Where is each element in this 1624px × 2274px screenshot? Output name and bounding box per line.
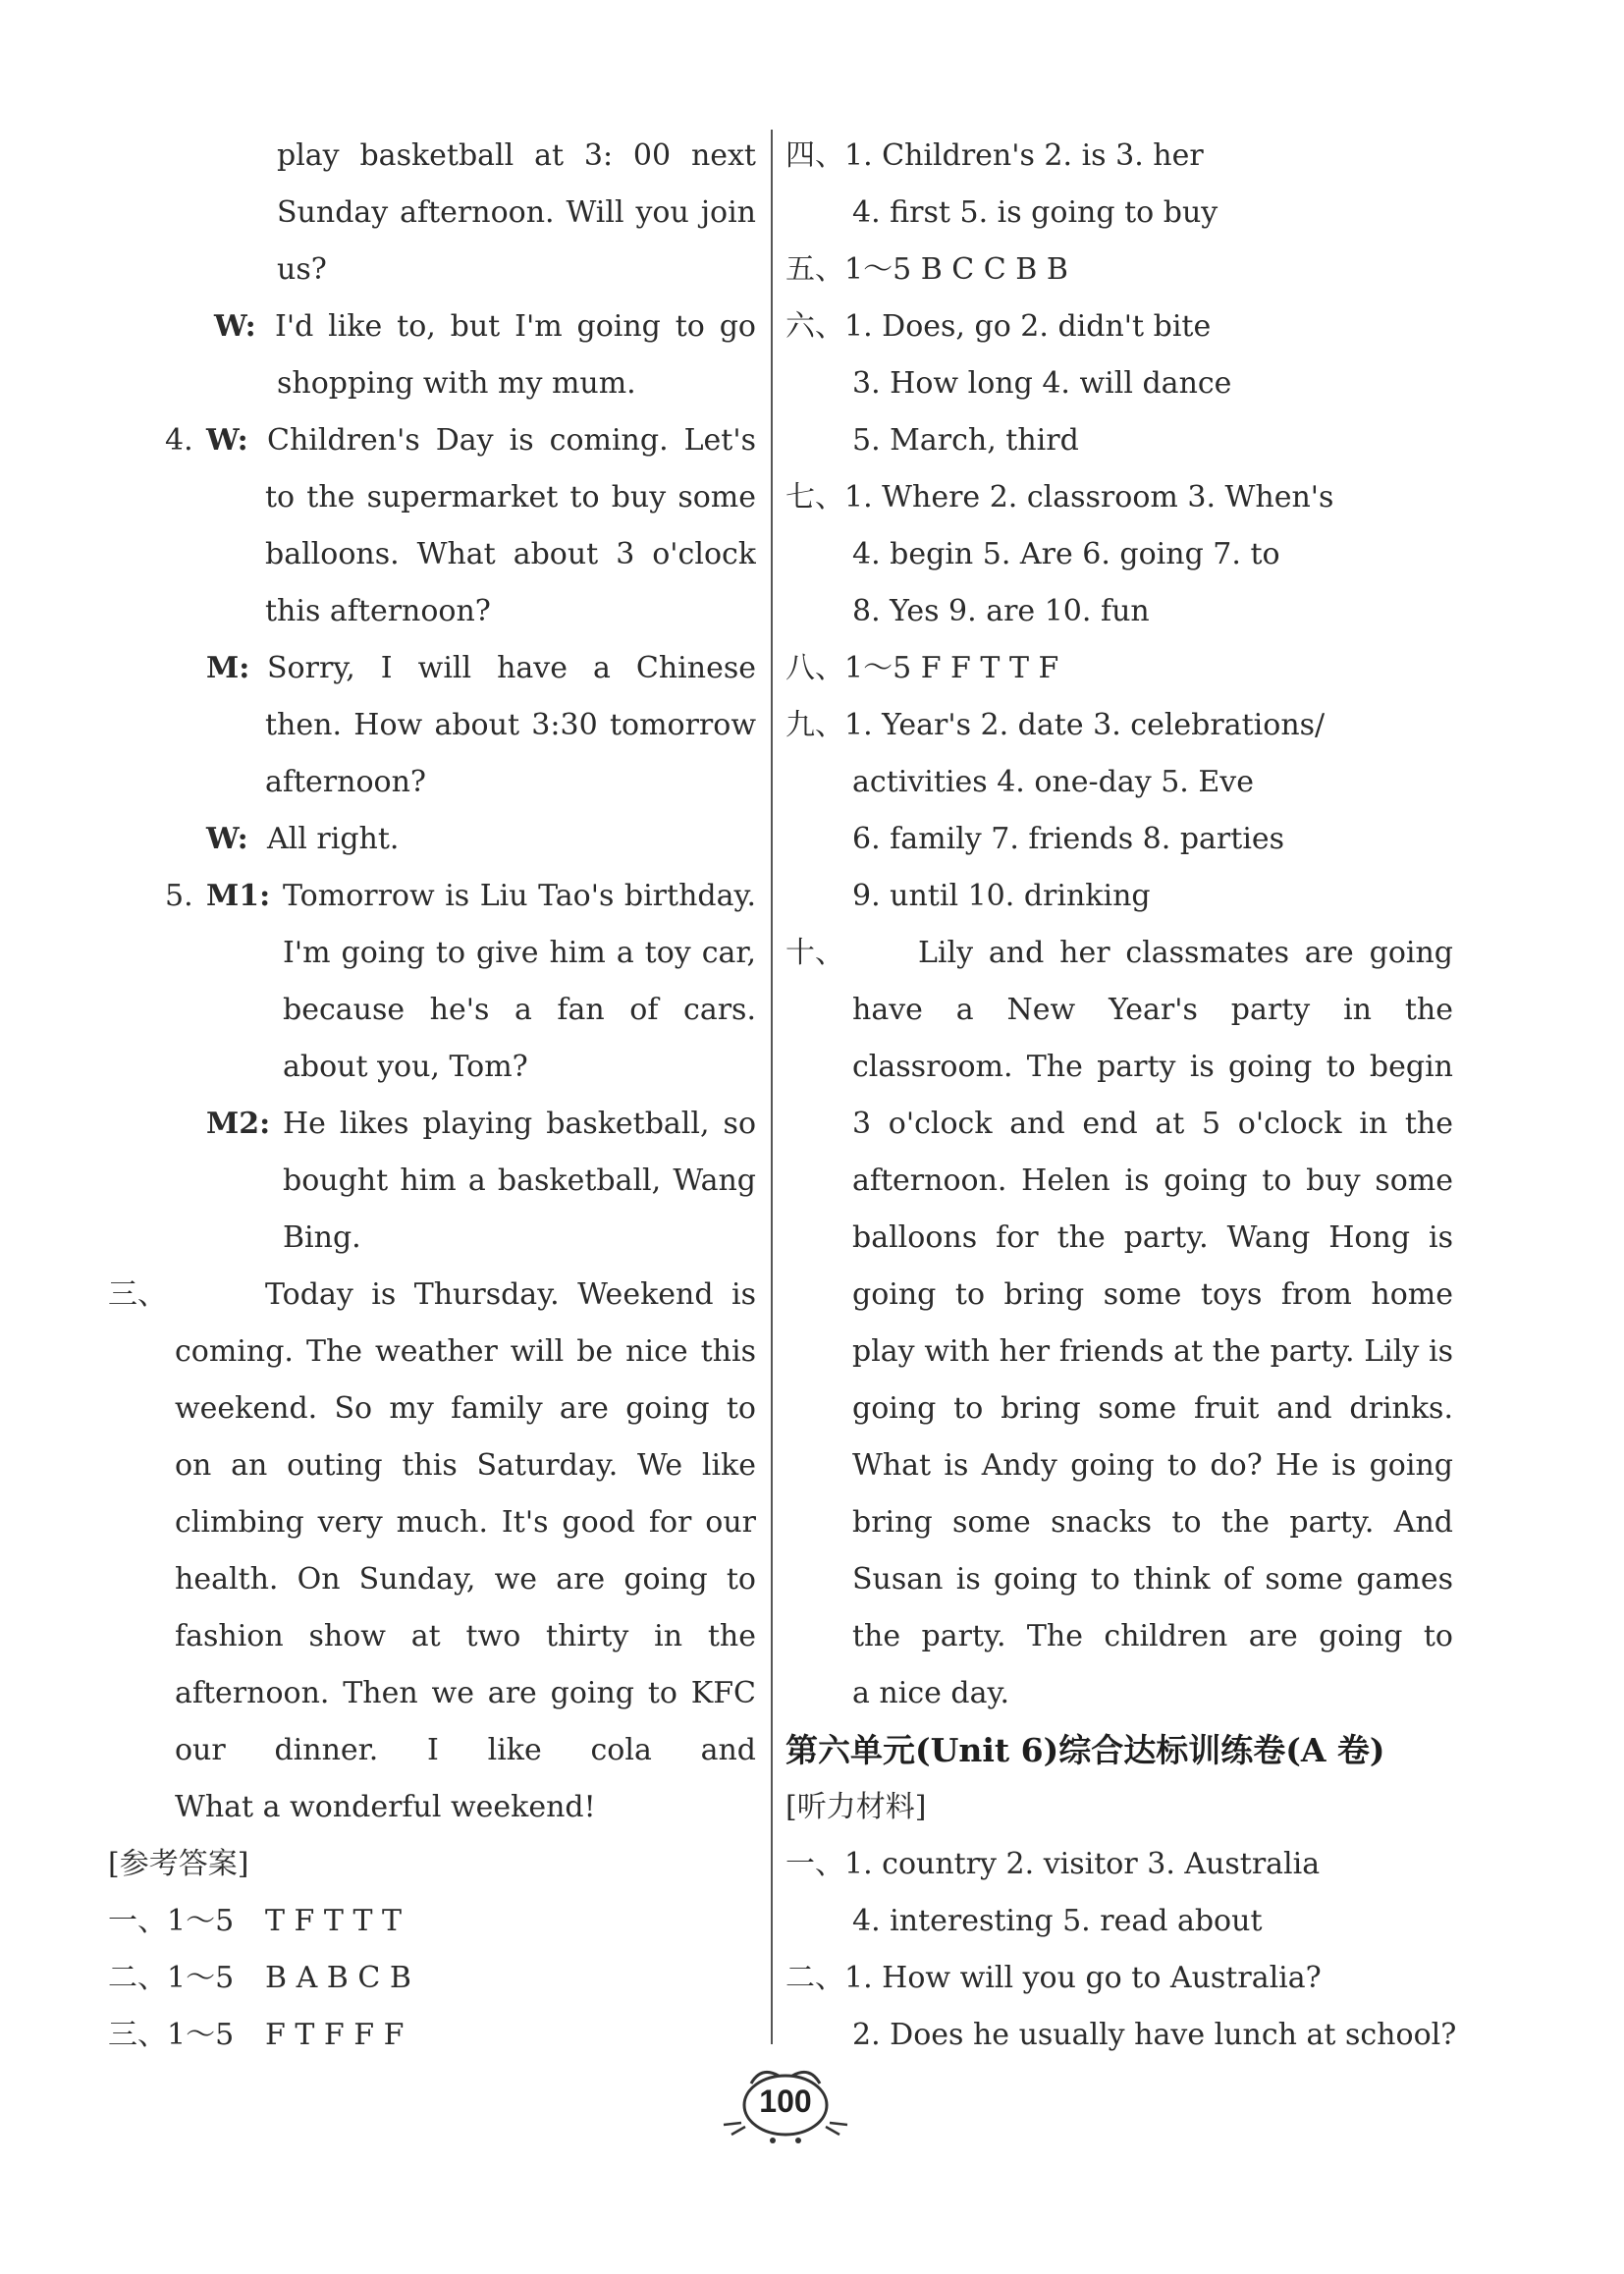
line-text: 七、1. Where 2. classroom 3. When's [785,480,1334,514]
line-text: classroom. The party is going to begin [852,1050,1453,1084]
text-line [108,811,756,868]
line-text: because he's a fan of cars. [283,993,756,1027]
speaker-label: W: [206,423,248,458]
line-text: 3 o'clock and end at 5 o'clock in the [852,1107,1453,1141]
text-line [785,1608,1453,1665]
text-line [785,697,1453,754]
section-heading: [参考答案] [108,1847,249,1881]
line-text: What a wonderful weekend! [175,1790,596,1824]
text-line [108,982,756,1039]
text-line [785,925,1453,982]
text-line [108,355,756,412]
line-text: climbing very much. It's good for our [175,1505,756,1540]
line-text: T F T T T [265,1904,402,1938]
text-line [108,298,756,355]
line-text: Tomorrow is Liu Tao's birthday. [283,879,756,913]
text-line [108,526,756,583]
text-line [785,1267,1453,1324]
line-text: 六、1. Does, go 2. didn't bite [785,309,1212,344]
line-text: a nice day. [852,1676,1010,1710]
text-line [785,1324,1453,1381]
line-text: 八、1～5 F F T T F [785,651,1059,685]
line-text: have a New Year's party in the [852,993,1453,1027]
text-line [108,868,756,925]
line-text: play basketball at 3: 00 next [277,138,756,173]
text-line [108,1381,756,1437]
item-number: 三、 [108,1277,167,1312]
line-text: health. On Sunday, we are going to [175,1562,756,1597]
line-text: the party. The children are going to [852,1619,1453,1653]
speaker-label: W: [214,309,256,344]
line-text: our dinner. I like cola and [175,1733,756,1767]
line-text: balloons. What about 3 o'clock [265,537,756,571]
line-text: What is Andy going to do? He is going [852,1448,1453,1483]
text-line [785,583,1453,640]
page-number: 100 [759,2084,812,2119]
text-line [108,2007,756,2064]
text-line [785,1494,1453,1551]
text-line [785,1096,1453,1153]
line-text: this afternoon? [265,594,491,628]
right-column [785,128,1457,2064]
text-line [785,1153,1453,1210]
line-text: I'm going to give him a toy car, [283,936,756,970]
line-text: I'd like to, but I'm going to go [275,309,756,344]
text-line [108,185,756,242]
text-line [108,128,756,185]
speaker-label: W: [206,822,248,856]
line-text: He likes playing basketball, so [283,1107,756,1141]
line-text: balloons for the party. Wang Hong is [852,1220,1453,1255]
text-line [785,1665,1453,1722]
text-line [108,1494,756,1551]
line-text: 4. begin 5. Are 6. going 7. to [852,537,1280,571]
line-text: Bing. [283,1220,361,1255]
line-text: shopping with my mum. [277,366,636,401]
line-text: F T F F F [265,2018,405,2052]
line-text: 四、1. Children's 2. is 3. her [785,138,1204,173]
text-line [785,242,1453,298]
line-text: about you, Tom? [283,1050,528,1084]
text-line [785,1551,1453,1608]
line-text: going to bring some toys from home [852,1277,1453,1312]
text-line [108,1267,756,1324]
text-line [108,1324,756,1381]
text-line [108,1665,756,1722]
line-text: All right. [267,822,400,856]
line-text: 4. first 5. is going to buy [852,195,1218,230]
line-text: 4. interesting 5. read about [852,1904,1263,1938]
line-text: afternoon? [265,765,426,799]
line-text: on an outing this Saturday. We like [175,1448,756,1483]
item-number: 4. [165,423,193,458]
line-text: us? [277,252,327,287]
text-line [785,868,1453,925]
line-text: going to bring some fruit and drinks. [852,1391,1453,1426]
line-text: coming. The weather will be nice this [175,1334,756,1369]
line-text: bring some snacks to the party. And [852,1505,1453,1540]
line-text: 二、1. How will you go to Australia? [785,1961,1322,1995]
text-line [108,1893,756,1950]
text-line [785,355,1453,412]
text-line [108,1950,756,2007]
line-text: fashion show at two thirty in the [175,1619,756,1653]
line-text: afternoon. Helen is going to buy some [852,1164,1453,1198]
section-title: 第六单元(Unit 6)综合达标训练卷(A 卷) [785,1731,1385,1769]
text-line [785,412,1453,469]
text-line [785,640,1453,697]
text-line [785,811,1453,868]
line-text: Today is Thursday. Weekend is [265,1277,756,1312]
text-line [785,2007,1457,2064]
text-line [108,1153,756,1210]
text-line [785,185,1453,242]
text-line [108,469,756,526]
text-line [108,754,756,811]
text-line [785,1950,1453,2007]
line-text: play with her friends at the party. Lily is [852,1334,1453,1369]
text-line [785,1437,1453,1494]
item-number: 5. [165,879,193,913]
column-divider [771,130,773,2044]
text-line [785,1836,1453,1893]
text-line [108,412,756,469]
line-text: 3. How long 4. will dance [852,366,1232,401]
text-line [108,583,756,640]
speaker-label: M2: [206,1107,271,1141]
line-text: Lily and her classmates are going [918,936,1453,970]
item-number: 十、 [785,936,844,970]
text-line [108,242,756,298]
text-line [785,754,1453,811]
text-line [108,1722,756,1779]
line-text: 2. Does he usually have lunch at school? [852,2018,1457,2052]
text-line [108,1779,756,1836]
line-text: 9. until 10. drinking [852,879,1151,913]
line-text: Children's Day is coming. Let's [267,423,756,458]
line-text: Sunday afternoon. Will you join [277,195,756,230]
text-line [108,640,756,697]
line-text: 6. family 7. friends 8. parties [852,822,1285,856]
text-line [785,526,1453,583]
line-text: weekend. So my family are going to [175,1391,756,1426]
text-line [108,1096,756,1153]
text-line [108,1437,756,1494]
item-number: 二、1～5 [108,1961,235,1995]
left-column [108,128,756,2064]
speaker-label: M: [206,651,250,685]
text-line [785,1381,1453,1437]
line-text: Sorry, I will have a Chinese [267,651,756,685]
text-line [785,298,1453,355]
text-line [108,1210,756,1267]
line-text: 5. March, third [852,423,1079,458]
text-line [785,982,1453,1039]
line-text: activities 4. one-day 5. Eve [852,765,1254,799]
text-line [785,1210,1453,1267]
text-line [785,128,1453,185]
item-number: 三、1～5 [108,2018,235,2052]
speaker-label: M1: [206,879,271,913]
text-line [785,1039,1453,1096]
text-line [785,1893,1453,1950]
text-line [108,697,756,754]
line-text: then. How about 3:30 tomorrow [265,708,756,742]
line-text: 九、1. Year's 2. date 3. celebrations/ [785,708,1326,742]
text-line [108,925,756,982]
text-line [108,1608,756,1665]
line-text: to the supermarket to buy some [265,480,756,514]
line-text: 五、1～5 B C C B B [785,252,1068,287]
line-text: B A B C B [265,1961,411,1995]
line-text: Susan is going to think of some games [852,1562,1453,1597]
line-text: 一、1. country 2. visitor 3. Australia [785,1847,1321,1881]
item-number: 一、1～5 [108,1904,235,1938]
line-text: 8. Yes 9. are 10. fun [852,594,1150,628]
text-line [785,469,1453,526]
section-heading: [听力材料] [785,1790,927,1824]
line-text: afternoon. Then we are going to KFC [175,1676,756,1710]
line-text: bought him a basketball, Wang [283,1164,756,1198]
text-line [108,1039,756,1096]
text-line [108,1551,756,1608]
